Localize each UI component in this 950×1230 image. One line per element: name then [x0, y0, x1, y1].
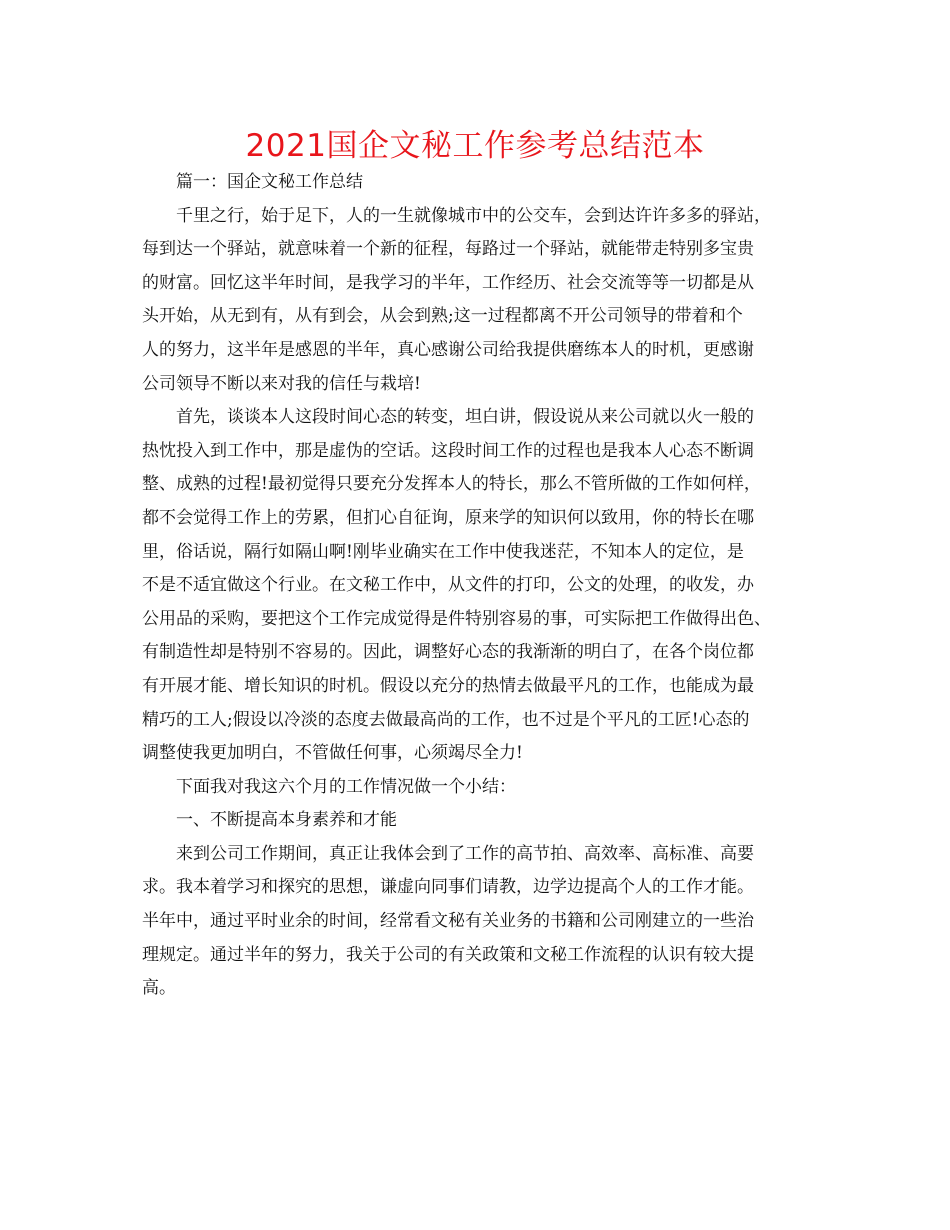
text-line: 半年中，通过平时业余的时间，经常看文秘有关业务的书籍和公司刚建立的一些治	[142, 911, 754, 932]
text-line: 来到公司工作期间，真正让我体会到了工作的高节拍、高效率、高标准、高要	[176, 843, 754, 864]
document-body	[142, 166, 832, 1006]
text-line: 高。	[142, 978, 176, 999]
text-line: 下面我对我这六个月的工作情况做一个小结：	[176, 776, 516, 797]
text-line: 每到达一个驿站，就意味着一个新的征程，每路过一个驿站，就能带走特别多宝贵	[142, 239, 754, 260]
text-line: 有开展才能、增长知识的时机。假设以充分的热情去做最平凡的工作，也能成为最	[142, 675, 754, 696]
text-line: 有制造性却是特别不容易的。因此，调整好心态的我渐渐的明白了，在各个岗位都	[142, 642, 754, 663]
text-line: 不是不适宜做这个行业。在文秘工作中，从文件的打印，公文的处理，的收发，办	[142, 575, 754, 596]
text-line: 头开始，从无到有，从有到会，从会到熟;这一过程都离不开公司领导的带着和个	[142, 306, 743, 327]
text-line: 公用品的采购，要把这个工作完成觉得是件特别容易的事，可实际把工作做得出色、	[142, 608, 771, 629]
text-line: 整、成熟的过程!最初觉得只要充分发挥本人的特长，那么不管所做的工作如何样，	[142, 474, 761, 495]
text-line: 理规定。通过半年的努力，我关于公司的有关政策和文秘工作流程的认识有较大提	[142, 944, 754, 965]
text-line: 公司领导不断以来对我的信任与栽培!	[142, 373, 421, 394]
text-line: 调整使我更加明白，不管做任何事，心须竭尽全力!	[142, 743, 523, 764]
text-line: 一、不断提高本身素养和才能	[176, 810, 397, 831]
document-title: 2021国企文秘工作参考总结范本	[245, 128, 705, 164]
text-line: 热忱投入到工作中，那是虚伪的空话。这段时间工作的过程也是我本人心态不断调	[142, 440, 754, 461]
text-line: 都不会觉得工作上的劳累，但扪心自征询，原来学的知识何以致用，你的特长在哪	[142, 507, 754, 528]
text-line: 求。我本着学习和探究的思想，谦虚向同事们请教，边学边提高个人的工作才能。	[142, 877, 754, 898]
text-line: 首先，谈谈本人这段时间心态的转变，坦白讲，假设说从来公司就以火一般的	[176, 407, 754, 428]
text-line: 千里之行，始于足下，人的一生就像城市中的公交车，会到达许许多多的驿站，	[176, 205, 771, 226]
text-line: 人的努力，这半年是感恩的半年，真心感谢公司给我提供磨练本人的时机，更感谢	[142, 339, 754, 360]
text-line: 篇一：国企文秘工作总结	[176, 172, 363, 192]
text-line: 的财富。回忆这半年时间，是我学习的半年，工作经历、社会交流等等一切都是从	[142, 272, 754, 293]
text-line: 里，俗话说，隔行如隔山啊!刚毕业确实在工作中使我迷茫，不知本人的定位，是	[142, 541, 744, 562]
text-line: 精巧的工人;假设以冷淡的态度去做最高尚的工作，也不过是个平凡的工匠!心态的	[142, 709, 750, 730]
